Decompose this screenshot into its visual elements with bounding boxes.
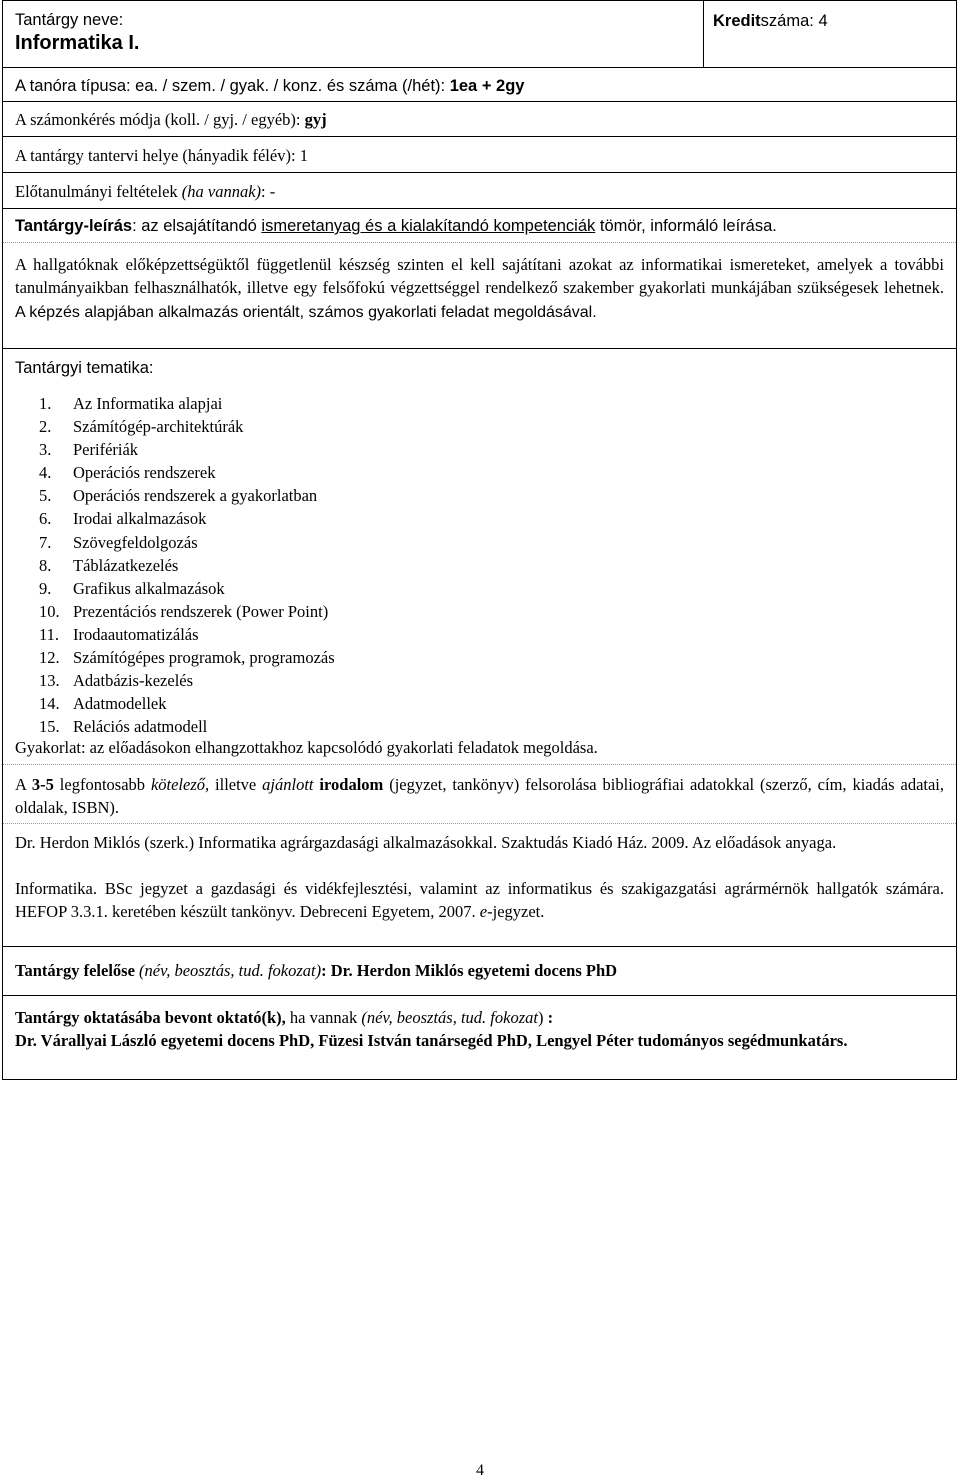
literature-text: illetve xyxy=(209,775,263,794)
assessment-value: gyj xyxy=(304,110,327,129)
responsible-label: Tantárgy felelőse xyxy=(15,961,135,980)
literature-item-1: Dr. Herdon Miklós (szerk.) Informatika agrárgazdasági alkalmazásokkal. Szaktudás Kiadó Ház. 2009. Az előadások anyaga. xyxy=(15,833,837,852)
responsible-value: : Dr. Herdon Miklós egyetemi docens PhD xyxy=(321,961,618,980)
instructors-text: ha vannak xyxy=(285,1008,362,1027)
topic-number: 5. xyxy=(39,486,52,506)
topics-heading: Tantárgyi tematika: xyxy=(15,359,154,377)
topic-item xyxy=(3,600,956,623)
literature-item-2 xyxy=(3,877,956,923)
topic-item xyxy=(3,461,956,484)
description-heading-bold: Tantárgy-leírás xyxy=(15,217,133,235)
topic-text: Táblázatkezelés xyxy=(73,555,179,575)
topic-item xyxy=(3,577,956,600)
instructors-note: (név, beosztás, tud. fokozat xyxy=(361,1008,538,1027)
topic-item xyxy=(3,507,956,530)
topic-item xyxy=(3,392,956,415)
topic-text: Számítógép-architektúrák xyxy=(73,417,244,437)
topic-text: Perifériák xyxy=(73,440,139,460)
topic-text: Adatmodellek xyxy=(73,694,167,714)
prerequisites-label: Előtanulmányi feltételek xyxy=(15,182,182,201)
dotted-divider xyxy=(3,242,956,243)
practice-line: Gyakorlat: az előadásokon elhangzottakhoz kapcsolódó gyakorlati feladatok megoldása. xyxy=(15,738,598,757)
description-part1: A hallgatóknak előképzettségüktől függetlenül készség szinten el kell sajátítani azokat az informatikai ismereteket, amelyek a további tanulmányaikban felhasználhatók, illetve egy felsőfokú végzettséggel rendelkező szakember gyakorlati munkájában szükségesek lehetnek. xyxy=(15,255,944,297)
topic-item xyxy=(3,438,956,461)
topic-text: Relációs adatmodell xyxy=(73,717,208,737)
lesson-type-line xyxy=(3,75,956,97)
curriculum-place-label: A tantárgy tantervi helye (hányadik félév): xyxy=(15,146,300,165)
instructors-label: Tantárgy oktatásába bevont oktató(k), xyxy=(15,1008,286,1027)
page-number: 4 xyxy=(476,1462,484,1479)
topic-number: 3. xyxy=(39,440,52,460)
topic-text: Operációs rendszerek a gyakorlatban xyxy=(73,486,318,506)
topic-number: 9. xyxy=(39,578,52,598)
topic-item xyxy=(3,531,956,554)
prerequisites-line xyxy=(3,181,956,203)
lesson-type-value: 1ea + 2gy xyxy=(449,77,525,95)
topic-item xyxy=(3,484,956,507)
topic-text: Grafikus alkalmazások xyxy=(73,578,225,598)
dotted-divider xyxy=(3,764,956,765)
topic-text: Irodai alkalmazások xyxy=(73,509,207,529)
topic-item xyxy=(3,646,956,669)
topic-text: Szövegfeldolgozás xyxy=(73,532,198,552)
literature-recommended: ajánlott xyxy=(262,775,314,794)
course-name: Informatika I. xyxy=(15,32,140,54)
divider xyxy=(3,946,956,947)
instructors-names: Dr. Várallyai László egyetemi docens PhD, Füzesi István tanársegéd PhD, Lengyel Péter tudományos segédmunkatárs. xyxy=(15,1031,848,1050)
topic-text: Irodaautomatizálás xyxy=(73,624,199,644)
topic-number: 12. xyxy=(39,648,60,668)
topic-number: 6. xyxy=(39,509,52,529)
literature-text: A xyxy=(15,775,32,794)
topic-number: 10. xyxy=(39,601,60,621)
literature-item-2-end: -jegyzet. xyxy=(487,902,545,921)
literature-mandatory: kötelező, xyxy=(150,775,210,794)
topic-item xyxy=(3,415,956,438)
assessment-line xyxy=(3,109,956,131)
divider xyxy=(3,101,956,102)
credit-label: Kredit xyxy=(713,12,761,30)
topic-number: 13. xyxy=(39,671,60,691)
description-heading-text-end: tömör, informáló leírása. xyxy=(595,217,777,235)
divider xyxy=(3,67,956,68)
credit-cell xyxy=(713,10,828,32)
topic-text: Az Informatika alapjai xyxy=(73,394,223,413)
literature-heading xyxy=(3,773,956,819)
description-paragraph xyxy=(3,253,956,324)
topic-text: Számítógépes programok, programozás xyxy=(73,648,335,668)
lesson-type-label: A tanóra típusa: ea. / szem. / gyak. / konz. és száma (/hét): xyxy=(15,77,450,95)
divider xyxy=(3,172,956,173)
responsible-note: (név, beosztás, tud. fokozat) xyxy=(134,961,322,980)
literature-text: (jegyzet, tankönyv) felsorolása bibliográfiai adatokkal (szerző, cím, kiadás adatai, oldalak, ISBN). xyxy=(15,775,945,817)
literature-text: legfontosabb xyxy=(53,775,151,794)
description-heading-text: : az elsajátítandó xyxy=(132,217,262,235)
literature-item-2-text: Informatika. BSc jegyzet a gazdasági és vidékfejlesztési, valamint az informatikus és szakigazgatási agrármérnök hallgatók számára. HEFOP 3.3.1. keretében készült tankönyv. Debreceni Egyetem, 2007. xyxy=(15,879,944,921)
instructors-close: ) xyxy=(537,1008,544,1027)
topic-number: 15. xyxy=(39,717,60,737)
dotted-divider xyxy=(3,823,956,824)
course-name-label: Tantárgy neve: xyxy=(15,11,124,29)
literature-count: 3-5 xyxy=(31,775,54,794)
description-heading xyxy=(3,215,956,237)
literature-item-2-italic: e xyxy=(479,902,488,921)
topic-number: 14. xyxy=(39,694,60,714)
prerequisites-value: : - xyxy=(261,182,276,201)
topic-number: 2. xyxy=(39,417,52,437)
topic-number: 4. xyxy=(39,463,52,483)
course-name-cell xyxy=(3,10,703,56)
divider xyxy=(3,348,956,349)
topic-item xyxy=(3,692,956,715)
header-divider xyxy=(703,1,704,67)
topic-text: Prezentációs rendszerek (Power Point) xyxy=(73,601,329,621)
topic-number: 1. xyxy=(39,394,52,413)
topic-item xyxy=(3,715,956,738)
responsible-line xyxy=(3,960,956,982)
prerequisites-note: (ha vannak) xyxy=(181,182,262,201)
topic-number: 7. xyxy=(39,532,52,552)
divider xyxy=(3,208,956,209)
literature-word: irodalom xyxy=(319,775,384,794)
description-part2: A képzés alapjában alkalmazás orientált, számos gyakorlati feladat megoldásával. xyxy=(15,304,597,321)
curriculum-place-value: 1 xyxy=(299,146,308,165)
topic-text: Operációs rendszerek xyxy=(73,463,216,483)
topic-item xyxy=(3,669,956,692)
credit-value: száma: 4 xyxy=(760,12,828,30)
topic-number: 8. xyxy=(39,555,52,575)
instructors-block xyxy=(3,1006,956,1052)
topics-list xyxy=(3,392,956,738)
topic-number: 11. xyxy=(39,624,60,644)
description-heading-underlined: ismeretanyag és a kialakítandó kompetenciák xyxy=(261,217,596,235)
topic-item xyxy=(3,623,956,646)
course-datasheet-table xyxy=(2,0,957,1080)
topic-item xyxy=(3,554,956,577)
divider xyxy=(3,995,956,996)
divider xyxy=(3,136,956,137)
instructors-colon: : xyxy=(543,1008,554,1027)
topic-text: Adatbázis-kezelés xyxy=(73,671,194,691)
curriculum-place-line xyxy=(3,145,956,167)
assessment-label: A számonkérés módja (koll. / gyj. / egyéb): xyxy=(15,110,305,129)
